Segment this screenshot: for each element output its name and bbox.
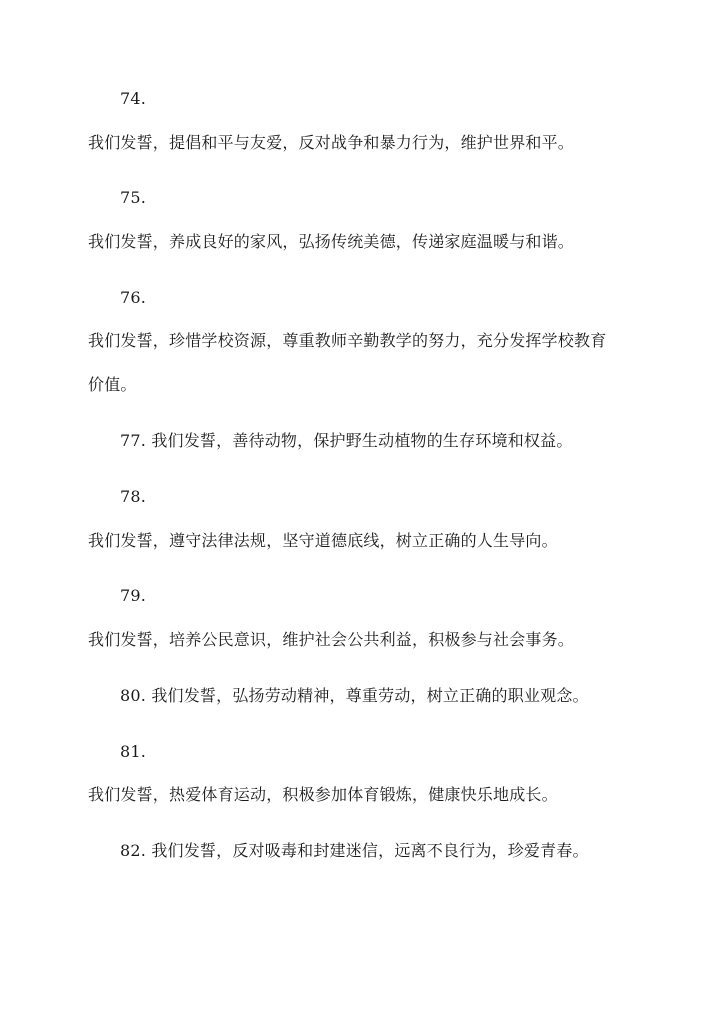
item-text-continuation: 价值。 [88, 375, 137, 394]
item-number: 75. [120, 188, 147, 207]
item-inline: 82. 我们发誓，反对吸毒和封建迷信，远离不良行为，珍爱青春。 [120, 841, 589, 860]
item-number: 81. [120, 742, 147, 761]
item-text: 我们发誓，热爱体育运动，积极参加体育锻炼，健康快乐地成长。 [88, 785, 558, 804]
item-inline: 77. 我们发誓，善待动物，保护野生动植物的生存环境和权益。 [120, 431, 573, 450]
item-text: 我们发誓，珍惜学校资源，尊重教师辛勤教学的努力，充分发挥学校教育 [88, 331, 607, 350]
item-number: 78. [120, 487, 147, 506]
item-number: 74. [120, 89, 147, 108]
item-inline: 80. 我们发誓，弘扬劳动精神，尊重劳动，树立正确的职业观念。 [120, 686, 589, 705]
item-text: 我们发誓，养成良好的家风，弘扬传统美德，传递家庭温暖与和谐。 [88, 232, 575, 251]
item-text: 我们发誓，遵守法律法规，坚守道德底线，树立正确的人生导向。 [88, 531, 558, 550]
item-number: 79. [120, 586, 147, 605]
item-number: 76. [120, 288, 147, 307]
item-text: 我们发誓，提倡和平与友爱，反对战争和暴力行为，维护世界和平。 [88, 133, 575, 152]
item-text: 我们发誓，培养公民意识，维护社会公共利益，积极参与社会事务。 [88, 630, 575, 649]
